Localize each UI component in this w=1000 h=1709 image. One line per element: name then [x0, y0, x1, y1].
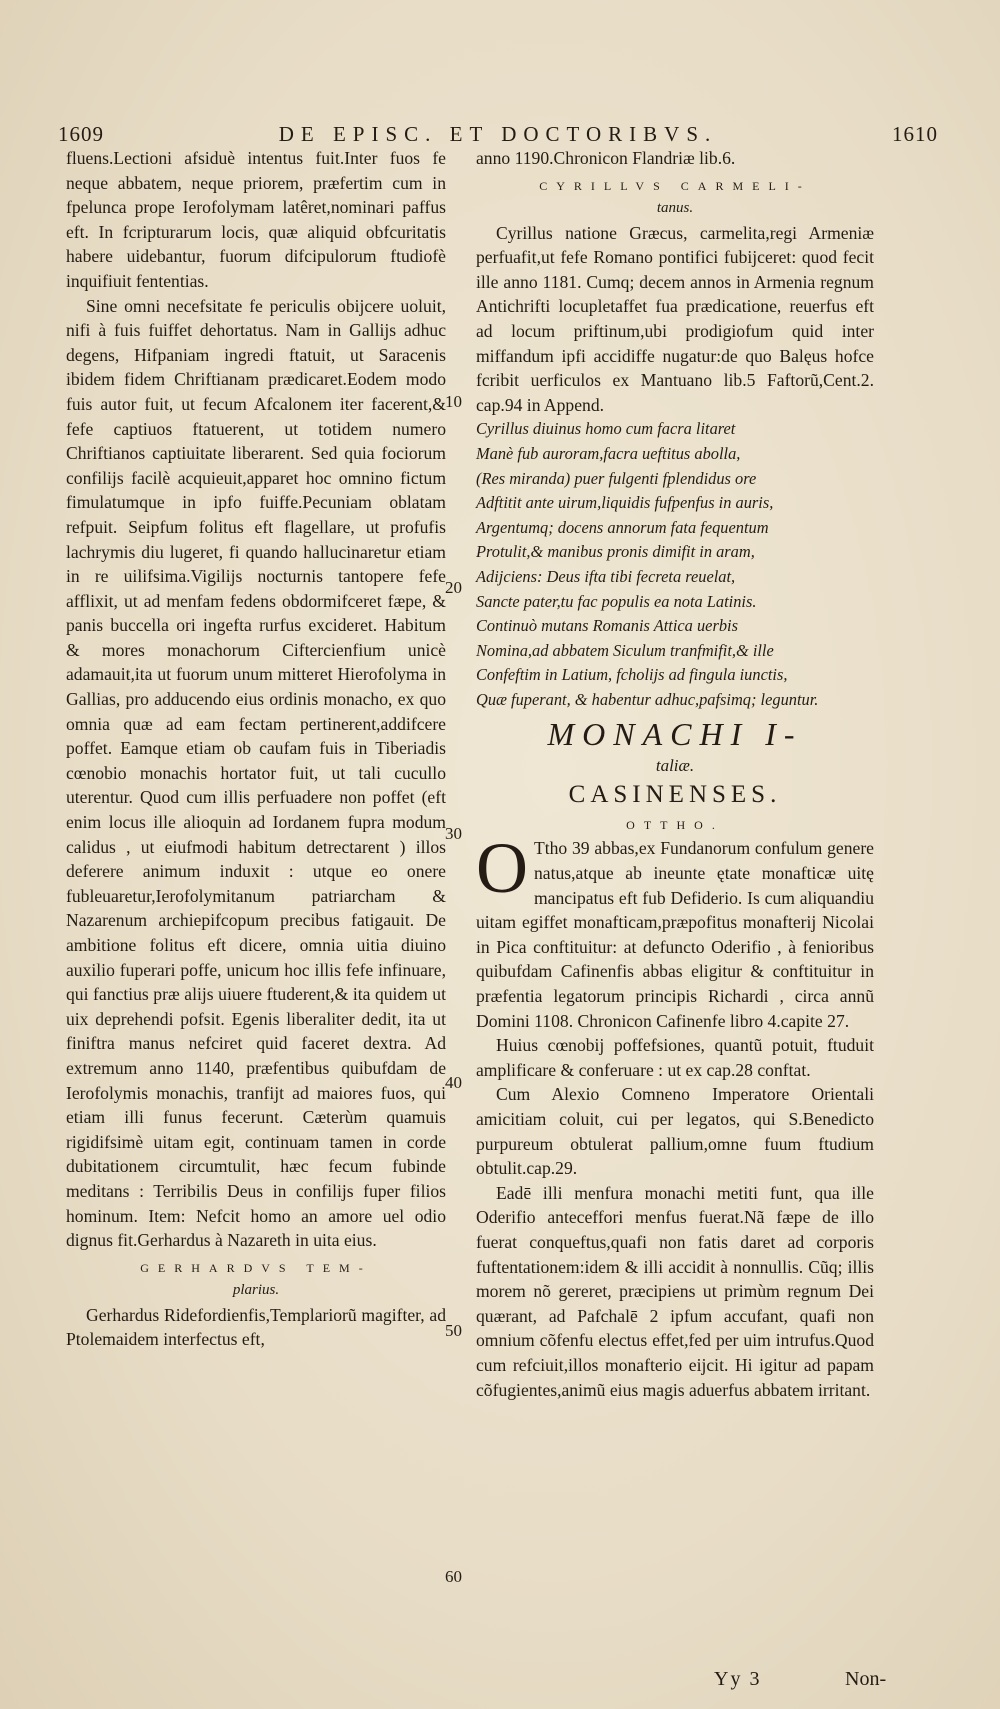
paragraph: Gerhardus Ridefordienfis,Templariorũ magifter, ad Ptolemaidem interfectus eft,	[66, 1304, 446, 1350]
paragraph: Cyrillus natione Græcus, carmelita,regi Armeniæ perfuafit,ut fefe Romano pontifici fubijceret: quod fecit ille anno 1181. Cumq; decem annos in Armenia regnum Antichrifti locupletaffet fua prædicatione, reuerfus eft ad locum priftinum,ubi prodigiofum quid inter miffandum ipfi accidiffe nugatur:de quo Balęus hofce fcribit uerficulos ex Mantuano lib.5 Faftorũ,Cent.2. cap.94 in Append.	[476, 222, 874, 415]
verse-line: Manè fub auroram,facra ueftitus abolla,	[476, 443, 741, 463]
paragraph: anno 1190.Chronicon Flandriæ lib.6.	[476, 148, 736, 168]
verse-line: Quæ fuperant, & habentur adhuc,pafsimq; leguntur.	[476, 689, 819, 709]
chapter-heading: MONACHI I-	[547, 716, 803, 753]
section-heading: OTTHO.	[626, 818, 724, 833]
line-number-marker: 40	[445, 1073, 462, 1092]
drop-cap-initial: O	[476, 828, 528, 909]
paragraph: Huius cœnobij poffefsiones, quantũ potuit, ftuduit amplificare & conferuare : ut ex cap.28 conftat.	[476, 1035, 874, 1080]
paragraph: Cum Alexio Comneno Imperatore Orientali amicitiam coluit, cui per legatos, qui S.Benedicto purpureum obtulerat pallium,omne fuum ftudium obtulit.cap.29.	[476, 1084, 874, 1179]
section-heading: GERHARDVS TEM-	[140, 1260, 372, 1275]
verse-line: (Res miranda) puer fulgenti fplendidus ore	[476, 468, 757, 488]
line-number-marker: 10	[445, 392, 462, 411]
verse-line: Adftitit ante uirum,liquidis fufpenfus in auris,	[476, 493, 774, 513]
line-number-marker: 20	[445, 578, 462, 597]
verse-line: Protulit,& manibus pronis dimifit in aram,	[476, 542, 755, 562]
verse-line: Argentumq; docens annorum fata fequentum	[476, 517, 769, 537]
right-text-column	[476, 146, 874, 1402]
paragraph: fluens.Lectioni afsiduè intentus fuit.Inter fuos fe neque abbatem, neque priorem, præfertim cum in fpelunca prope Ierofolymam latêret,nominari paffus eft. In fcripturarum locis, quæ aliquid obfcuritatis habere uidebantur, fuorum difcipulorum ftudiofè inquifiuit fententias.	[66, 148, 446, 291]
left-text-column	[66, 146, 446, 1352]
line-number-marker: 30	[445, 824, 462, 843]
running-title: DE EPISC. ET DOCTORIBVS.	[278, 122, 718, 146]
paragraph-with-initial	[476, 828, 874, 1033]
line-number-marker: 60	[445, 1567, 462, 1586]
catchword: Non-	[845, 1668, 887, 1690]
running-header	[58, 122, 938, 148]
line-number-marker: 50	[445, 1321, 462, 1340]
page-number-right: 1610	[892, 122, 938, 146]
verse-line: Nomina,ad abbatem Siculum tranfmifit,& ille	[476, 640, 774, 660]
signature-mark: Yy 3	[714, 1668, 762, 1690]
paragraph: Eadē illi menfura monachi metiti funt, qua ille Oderifio anteceffori menfus fuerat.Nã fæpe de illo fuerat conqueftus,quafi non fatis daret ad corporis fuftentationem:idem & illi accidit à nonnullis. Cũq; illis morem nõ gereret, præcipiens ut primùm regnum Dei quærant, ad Pafchalē 2 ipfum accufant, quafi non omnium cõfenfu electus effet,fed per uim intrufus.Quod cum refciuit,illos monafterio eijcit. Hi igitur ad papam cõfugientes,animũ eius magis aduerfus abbatem irritant.	[476, 1182, 874, 1400]
chapter-subheading: taliæ.	[655, 756, 695, 776]
verse-line: Continuò mutans Romanis Attica uerbis	[476, 616, 738, 636]
section-subheading: plarius.	[232, 1281, 280, 1298]
verse-line: Sancte pater,tu fac populis ea nota Latinis.	[476, 591, 757, 611]
page-number-left: 1609	[58, 122, 104, 146]
paragraph-text: Ttho 39 abbas,ex Fundanorum confulum genere natus,atque ab ineunte ętate monafticæ uitę mancipatus eft fub Defiderio. Is cum aliquandiu uitam egiffet monafticam,præpofitus monafterij Nicolai in Pica conftituitur: at defuncto Oderifio , à fenioribus quibufdam Cafinenfis abbas eligitur & conftituitur in præfentia legatorum principis Richardi , circa annũ Domini 1108. Chronicon Cafinenfe libro 4.capite 27.	[476, 838, 874, 1031]
section-heading: CYRILLVS CARMELI-	[539, 178, 811, 193]
verse-line: Adijciens: Deus ifta tibi fecreta reuelat,	[476, 566, 736, 586]
section-subheading: tanus.	[656, 199, 694, 216]
verse-line: Cyrillus diuinus homo cum facra litaret	[476, 419, 736, 439]
paragraph: Sine omni necefsitate fe periculis obijcere uoluit, nifi à fuis fuiffet dehortatus. Nam in Gallijs adhuc degens, Hifpaniam ingredi ftatuit, ut Saracenis ibidem fidem Chriftianam prædicaret.Eodem modo fuis autor fuit, ut fecum Afcalonem iter facerent,& fefe captiuos ftatuerent, ut totidem numero Chriftianos captiuitate liberarent. Sed quia fociorum confilijs facilè acquieuit,apparet hoc omnino fictum fimulatumque in ipfo fuiffe.Pecuniam oblatam refpuit. Seipfum folitus eft flagellare, ut profufis lachrymis diu lugeret, fi quando hallucinaretur etiam in re uilifsima.Vigilijs nocturnis tantopere fefe afflixit, ut ad menfam fedens obdormifceret fæpe, & panis buccella ori ingefta rurfus excideret. Habitum & mores monachorum Ciftercienfium unicè adamauit,ita ut fuorum unum mitteret Hierofolyma in Gallias, pro adducendo eius ordinis monacho, ex quo omnia quæ ad eam fectam pertinerent,addifcere poffet. Eamque etiam ob caufam fuis in Tiberiadis cœnobio monachis hortator fuit, ut tali cucullo uterentur. Quod cum illis perfuadere non poffet (eft enim locus ille alioquin ad Iordanem fupra modum calidus , ut eiufmodi habitum detrectarent ) illos deferere animum induxit : utque eo onere fubleuaretur,Ierofolymitanum patriarcham & Nazarenum archiepifcopum precibus fatigauit. De ambitione folitus eft dicere, omnia uitia diuino auxilio fuperari poffe, unicum hoc illis fefe infinuare, qui fanctius præ alijs uiuere ftuderent,& ita quidem ut uix deprehendi pofsit. Egenis liberaliter dedit, ita ut finiftra manus nefciret quid faceret dextra. Ad extremum anno 1140, præfentibus quibufdam de Ierofolymis monachis, tranfijt ad maiores fuos, qui etiam illi funus fecerunt. Cæterùm quamuis rigidifsimè uitam egit, continuam tamen in corde dubitationem circumtulit, hæc fecum fubinde meditans : Terribilis Deus in confilijs fuper filios hominum. Item: Nefcit homo an amore uel odio dignus fit.Gerhardus à Nazareth in uita eius.	[66, 295, 446, 1251]
verse-line: Confeftim in Latium, fcholijs ad fingula iunctis,	[476, 665, 788, 685]
subsection-heading: CASINENSES.	[568, 781, 782, 809]
